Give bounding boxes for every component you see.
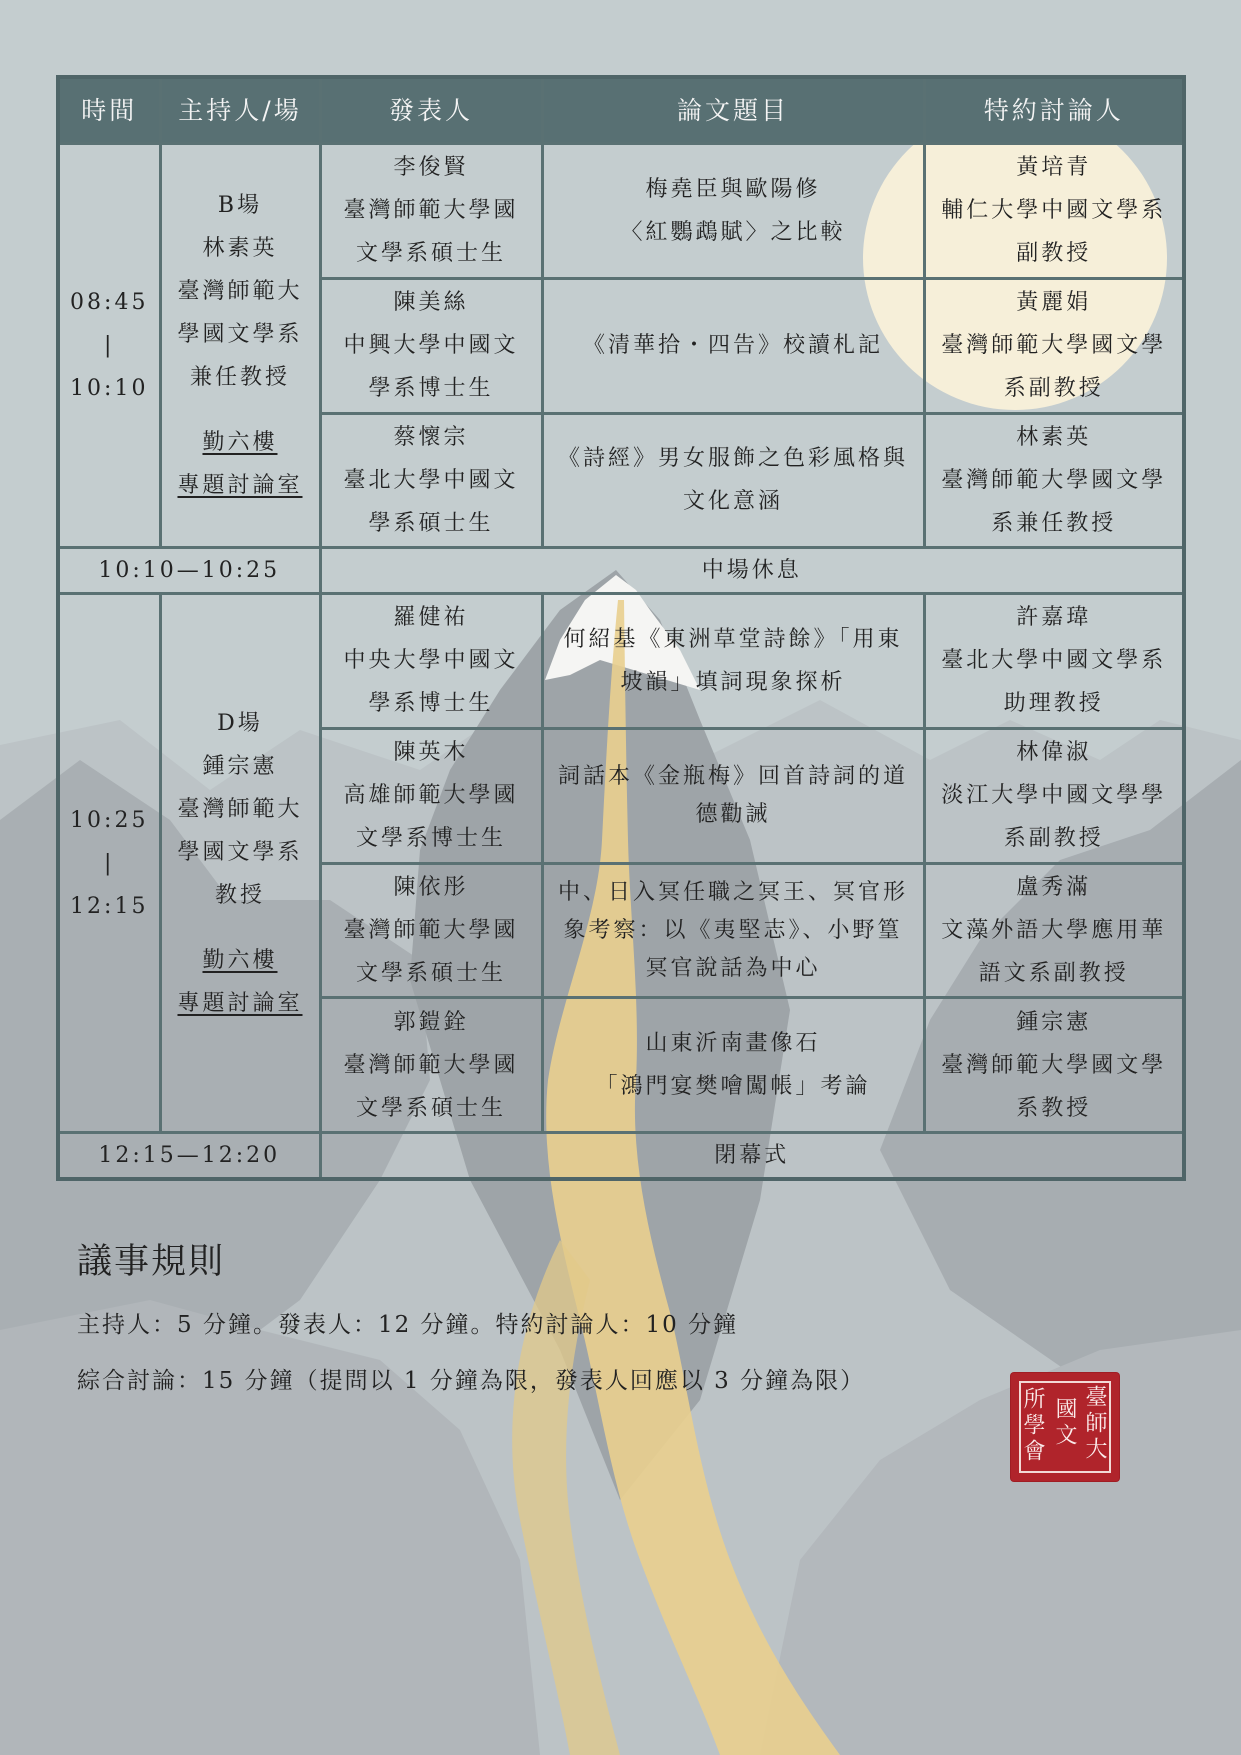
host-name: 鍾宗憲 xyxy=(202,753,278,779)
rules-title: 議事規則 xyxy=(77,1242,226,1282)
paper-title-line: 中、日入冥任職之冥王、冥官形 xyxy=(557,879,908,905)
time-end: 12:15 xyxy=(70,893,149,919)
presenter-name: 陳依彤 xyxy=(393,875,469,901)
presenter-name: 蔡懷宗 xyxy=(393,424,469,450)
paper-title-cell xyxy=(542,863,924,998)
discussant-affiliation: 系副教授 xyxy=(1003,826,1104,852)
presenter-affiliation: 學系博士生 xyxy=(368,376,494,402)
discussant-affiliation: 副教授 xyxy=(1016,241,1092,267)
header-host: 主持人/場 xyxy=(160,77,320,143)
paper-title-line: 梅堯臣與歐陽修 xyxy=(645,176,821,202)
paper-title-line: 詞話本《金瓶梅》回首詩詞的道 xyxy=(557,763,908,789)
discussant-name: 許嘉瑋 xyxy=(1016,605,1092,631)
presenter-name: 陳英木 xyxy=(393,740,469,766)
discussant-name: 黃培青 xyxy=(1016,155,1092,181)
closing-label: 閉幕式 xyxy=(320,1133,1184,1179)
discussant-name: 林偉淑 xyxy=(1016,740,1092,766)
discussant-name: 鍾宗憲 xyxy=(1016,1009,1092,1035)
presenter-affiliation: 臺灣師範大學國 xyxy=(343,918,519,944)
discussant-name: 黃麗娟 xyxy=(1016,290,1092,316)
presenter-name: 陳美絲 xyxy=(393,290,469,316)
break-row xyxy=(58,548,1184,594)
discussant-cell xyxy=(924,728,1184,863)
discussant-affiliation: 臺灣師範大學國文學 xyxy=(941,333,1167,359)
paper-title-cell xyxy=(542,998,924,1133)
paper-title-line: 坡韻」填詞現象探析 xyxy=(620,669,846,695)
paper-title-cell xyxy=(542,413,924,548)
presenter-name: 李俊賢 xyxy=(393,155,469,181)
presenter-affiliation: 學系博士生 xyxy=(368,691,494,717)
rules-line-2: 綜合討論：15 分鐘（提問以 1 分鐘為限，發表人回應以 3 分鐘為限） xyxy=(77,1368,866,1394)
discussant-name: 林素英 xyxy=(1016,424,1092,450)
presenter-affiliation: 臺灣師範大學國 xyxy=(343,198,519,224)
paper-title-line: 德勸誡 xyxy=(695,801,771,827)
rules-line-1: 主持人：5 分鐘。發表人：12 分鐘。特約討論人：10 分鐘 xyxy=(77,1312,739,1338)
discussant-affiliation: 助理教授 xyxy=(1003,691,1104,717)
break-time: 10:10—10:25 xyxy=(58,548,320,594)
table-row xyxy=(58,593,1184,728)
discussant-affiliation: 淡江大學中國文學學 xyxy=(941,783,1167,809)
paper-title-line: 〈紅鸚鵡賦〉之比較 xyxy=(620,219,846,245)
paper-title-line: 何紹基《東洲草堂詩餘》「用東 xyxy=(563,626,903,652)
paper-title-line: 象考察：以《夷堅志》、小野篁 xyxy=(563,917,903,943)
paper-title-line: 文化意涵 xyxy=(682,489,783,515)
seal-text-middle: 國文 xyxy=(1052,1397,1077,1449)
time-start: 08:45 xyxy=(70,290,149,316)
discussant-affiliation: 文藻外語大學應用華 xyxy=(941,918,1167,944)
venue-room: 專題討論室 xyxy=(177,990,303,1016)
time-start: 10:25 xyxy=(70,807,149,833)
paper-title-line: 山東沂南畫像石 xyxy=(645,1031,821,1057)
presenter-affiliation: 高雄師範大學國 xyxy=(343,783,519,809)
session2-time xyxy=(58,593,160,1132)
discussant-cell xyxy=(924,863,1184,998)
presenter-affiliation: 中興大學中國文 xyxy=(343,333,519,359)
discussant-affiliation: 系副教授 xyxy=(1003,376,1104,402)
session-label: D場 xyxy=(217,710,263,736)
presenter-cell xyxy=(320,998,542,1133)
session1-host xyxy=(160,143,320,547)
discussant-cell xyxy=(924,413,1184,548)
discussant-affiliation: 語文系副教授 xyxy=(978,961,1129,987)
paper-title-line: 「鴻門宴樊噲闖帳」考論 xyxy=(595,1074,871,1100)
venue-building: 勤六樓 xyxy=(202,947,278,973)
discussant-affiliation: 系兼任教授 xyxy=(991,510,1117,536)
discussant-name: 盧秀滿 xyxy=(1016,875,1092,901)
presenter-cell xyxy=(320,278,542,413)
discussant-cell xyxy=(924,593,1184,728)
presenter-name: 羅健祐 xyxy=(393,605,469,631)
presenter-affiliation: 文學系碩士生 xyxy=(355,1095,506,1121)
discussant-cell xyxy=(924,278,1184,413)
discussant-affiliation: 系教授 xyxy=(1016,1095,1092,1121)
discussant-affiliation: 臺北大學中國文學系 xyxy=(941,648,1167,674)
host-affiliation: 學國文學系 xyxy=(177,322,303,348)
time-sep: | xyxy=(104,333,115,359)
paper-title-line: 《詩經》男女服飾之色彩風格與 xyxy=(557,446,908,472)
presenter-name: 郭鎧銓 xyxy=(393,1009,469,1035)
paper-title-cell xyxy=(542,143,924,278)
closing-time: 12:15—12:20 xyxy=(58,1133,320,1179)
host-title: 教授 xyxy=(214,882,265,908)
venue-room: 專題討論室 xyxy=(177,473,303,499)
host-affiliation: 臺灣師範大 xyxy=(177,279,303,305)
presenter-affiliation: 學系碩士生 xyxy=(368,510,494,536)
paper-title-line: 《清華拾・四告》校讀札記 xyxy=(582,333,883,359)
time-end: 10:10 xyxy=(70,376,149,402)
presenter-cell xyxy=(320,728,542,863)
host-affiliation: 臺灣師範大 xyxy=(177,796,303,822)
seal-text-right: 臺師大 xyxy=(1082,1385,1107,1463)
seal-text-left: 所學會 xyxy=(1020,1387,1045,1465)
discussant-cell xyxy=(924,143,1184,278)
session2-host xyxy=(160,593,320,1132)
presenter-cell xyxy=(320,593,542,728)
presenter-affiliation: 中央大學中國文 xyxy=(343,648,519,674)
header-discussant: 特約討論人 xyxy=(924,77,1184,143)
discussant-cell xyxy=(924,998,1184,1133)
presenter-affiliation: 臺灣師範大學國 xyxy=(343,1052,519,1078)
society-seal xyxy=(1011,1373,1119,1481)
presenter-affiliation: 臺北大學中國文 xyxy=(343,467,519,493)
presenter-cell xyxy=(320,863,542,998)
paper-title-cell xyxy=(542,728,924,863)
discussant-affiliation: 輔仁大學中國文學系 xyxy=(941,198,1167,224)
session1-time xyxy=(58,143,160,547)
header-time: 時間 xyxy=(58,77,160,143)
venue-building: 勤六樓 xyxy=(202,430,278,456)
presenter-affiliation: 文學系博士生 xyxy=(355,826,506,852)
paper-title-line: 冥官說話為中心 xyxy=(645,955,821,981)
closing-row xyxy=(58,1133,1184,1179)
time-sep: | xyxy=(104,850,115,876)
table-row xyxy=(58,143,1184,278)
presenter-affiliation: 文學系碩士生 xyxy=(355,241,506,267)
presenter-cell xyxy=(320,413,542,548)
break-label: 中場休息 xyxy=(320,548,1184,594)
header-title: 論文題目 xyxy=(542,77,924,143)
paper-title-cell xyxy=(542,278,924,413)
host-name: 林素英 xyxy=(202,236,278,262)
session-label: B場 xyxy=(217,193,263,219)
discussant-affiliation: 臺灣師範大學國文學 xyxy=(941,467,1167,493)
presenter-affiliation: 文學系碩士生 xyxy=(355,961,506,987)
header-presenter: 發表人 xyxy=(320,77,542,143)
host-title: 兼任教授 xyxy=(189,365,290,391)
paper-title-cell xyxy=(542,593,924,728)
discussant-affiliation: 臺灣師範大學國文學 xyxy=(941,1052,1167,1078)
header-row xyxy=(58,77,1184,143)
presenter-cell xyxy=(320,143,542,278)
schedule-table xyxy=(56,75,1186,1181)
host-affiliation: 學國文學系 xyxy=(177,839,303,865)
